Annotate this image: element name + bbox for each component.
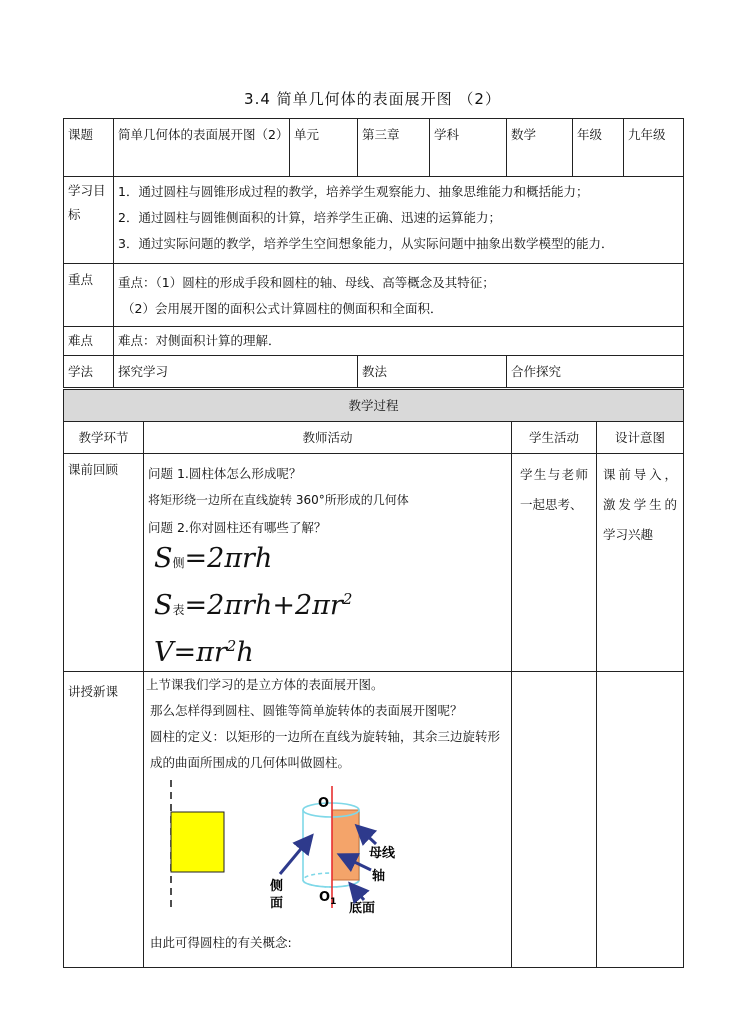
col-step-header: 教学环节 bbox=[64, 422, 144, 454]
info-table bbox=[63, 118, 684, 388]
xuefa-label: 学法 bbox=[64, 356, 114, 388]
danyuan-label: 单元 bbox=[290, 119, 358, 177]
row1-a1: 将矩形绕一边所在直线旋转 360°所形成的几何体 bbox=[148, 493, 409, 507]
row2-teacher bbox=[144, 672, 512, 968]
page-title: 3.4 简单几何体的表面展开图 （2） bbox=[244, 90, 501, 108]
f2-left: S bbox=[154, 590, 173, 621]
f2-sub: 表 bbox=[172, 603, 185, 617]
row2-l2: 那么怎样得到圆柱、圆锥等简单旋转体的表面展开图呢？ bbox=[150, 703, 463, 718]
zhongdian-content bbox=[114, 264, 684, 327]
label-zhou: 轴 bbox=[372, 869, 386, 884]
row1-q1: 问题 1.圆柱体怎么形成呢？ bbox=[148, 466, 302, 481]
mubiao-label bbox=[64, 177, 114, 264]
mubiao-line-1: 1．通过圆柱与圆锥形成过程的教学，培养学生观察能力、抽象思维能力和概括能力； bbox=[118, 184, 589, 199]
nandian-label: 难点 bbox=[64, 327, 114, 356]
zhongdian-line-2: （2）会用展开图的面积公式计算圆柱的侧面积和全面积． bbox=[122, 301, 443, 316]
row2-last: 由此可得圆柱的有关概念: bbox=[150, 935, 292, 950]
row2-step: 讲授新课 bbox=[64, 672, 144, 968]
row2-student bbox=[512, 672, 597, 968]
arrow-dimian bbox=[352, 886, 364, 900]
row2-l3: 圆柱的定义：以矩形的一边所在直线为旋转轴，其余三边旋转形成的曲面所围成的几何体叫做圆柱。 bbox=[150, 729, 501, 770]
keti-label: 课题 bbox=[64, 119, 114, 177]
process-table bbox=[63, 389, 684, 968]
col-student-header: 学生活动 bbox=[512, 422, 597, 454]
danyuan-value: 第三章 bbox=[358, 119, 430, 177]
nianji-label: 年级 bbox=[573, 119, 624, 177]
yellow-rectangle bbox=[171, 812, 224, 872]
row1-q2: 问题 2.你对圆柱还有哪些了解？ bbox=[148, 520, 327, 535]
row2-l1: 上节课我们学习的是立方体的表面展开图。 bbox=[146, 677, 384, 692]
row1-design: 课前导入，激发学生的学习兴趣 bbox=[597, 454, 684, 672]
label-mian: 面 bbox=[270, 896, 284, 911]
xueke-value: 数学 bbox=[507, 119, 573, 177]
mubiao-line-3: 3．通过实际问题的教学，培养学生空间想象能力，从实际问题中抽象出数学模型的能力． bbox=[118, 236, 614, 251]
f3-right: h bbox=[236, 637, 254, 668]
label-o1-main: O bbox=[319, 890, 331, 905]
process-header: 教学过程 bbox=[64, 390, 684, 422]
f1-sub: 侧 bbox=[172, 556, 185, 570]
formula-surface-area bbox=[148, 581, 507, 628]
label-ce: 侧 bbox=[270, 879, 284, 894]
orange-rectangle bbox=[332, 810, 359, 880]
nianji-value: 九年级 bbox=[624, 119, 684, 177]
f2-right: =2πrh+2πr bbox=[184, 590, 343, 621]
zhongdian-label: 重点 bbox=[64, 264, 114, 327]
jiaofa-value: 合作探究 bbox=[507, 356, 684, 388]
xueke-label: 学科 bbox=[430, 119, 507, 177]
arrow-ce bbox=[280, 838, 310, 874]
mubiao-label-text: 学习目标 bbox=[68, 183, 106, 222]
label-o1 bbox=[319, 890, 336, 907]
row1-step: 课前回顾 bbox=[64, 454, 144, 672]
mubiao-content bbox=[114, 177, 684, 264]
label-muxian: 母线 bbox=[369, 846, 396, 861]
col-teacher-header: 教师活动 bbox=[144, 422, 512, 454]
col-design-header: 设计意图 bbox=[597, 422, 684, 454]
formula-lateral-area bbox=[148, 541, 507, 581]
f3-sup: 2 bbox=[226, 637, 237, 655]
f1-right: =2πrh bbox=[184, 543, 273, 574]
formula-volume bbox=[148, 628, 507, 671]
cylinder-diagram bbox=[146, 776, 506, 926]
arrow-muxian bbox=[359, 828, 376, 844]
jiaofa-label: 教法 bbox=[358, 356, 507, 388]
xuefa-value: 探究学习 bbox=[114, 356, 358, 388]
mubiao-line-2: 2．通过圆柱与圆锥侧面积的计算，培养学生正确、迅速的运算能力； bbox=[118, 210, 501, 225]
keti-value: 简单几何体的表面展开图（2） bbox=[114, 119, 290, 177]
row1-teacher bbox=[144, 454, 512, 672]
row2-design bbox=[597, 672, 684, 968]
f2-sup: 2 bbox=[342, 590, 353, 608]
label-o: O bbox=[318, 796, 330, 811]
zhongdian-line-1: 重点：（1）圆柱的形成手段和圆柱的轴、母线、高等概念及其特征； bbox=[118, 275, 495, 290]
label-dimian: 底面 bbox=[349, 901, 376, 916]
f1-left: S bbox=[154, 543, 173, 574]
nandian-value: 难点：对侧面积计算的理解． bbox=[114, 327, 684, 356]
f3-left: V=πr bbox=[154, 637, 227, 668]
cylinder-bottom-front bbox=[303, 880, 359, 887]
row1-student: 学生与老师一起思考、 bbox=[512, 454, 597, 672]
label-o1-sub: 1 bbox=[330, 897, 337, 907]
